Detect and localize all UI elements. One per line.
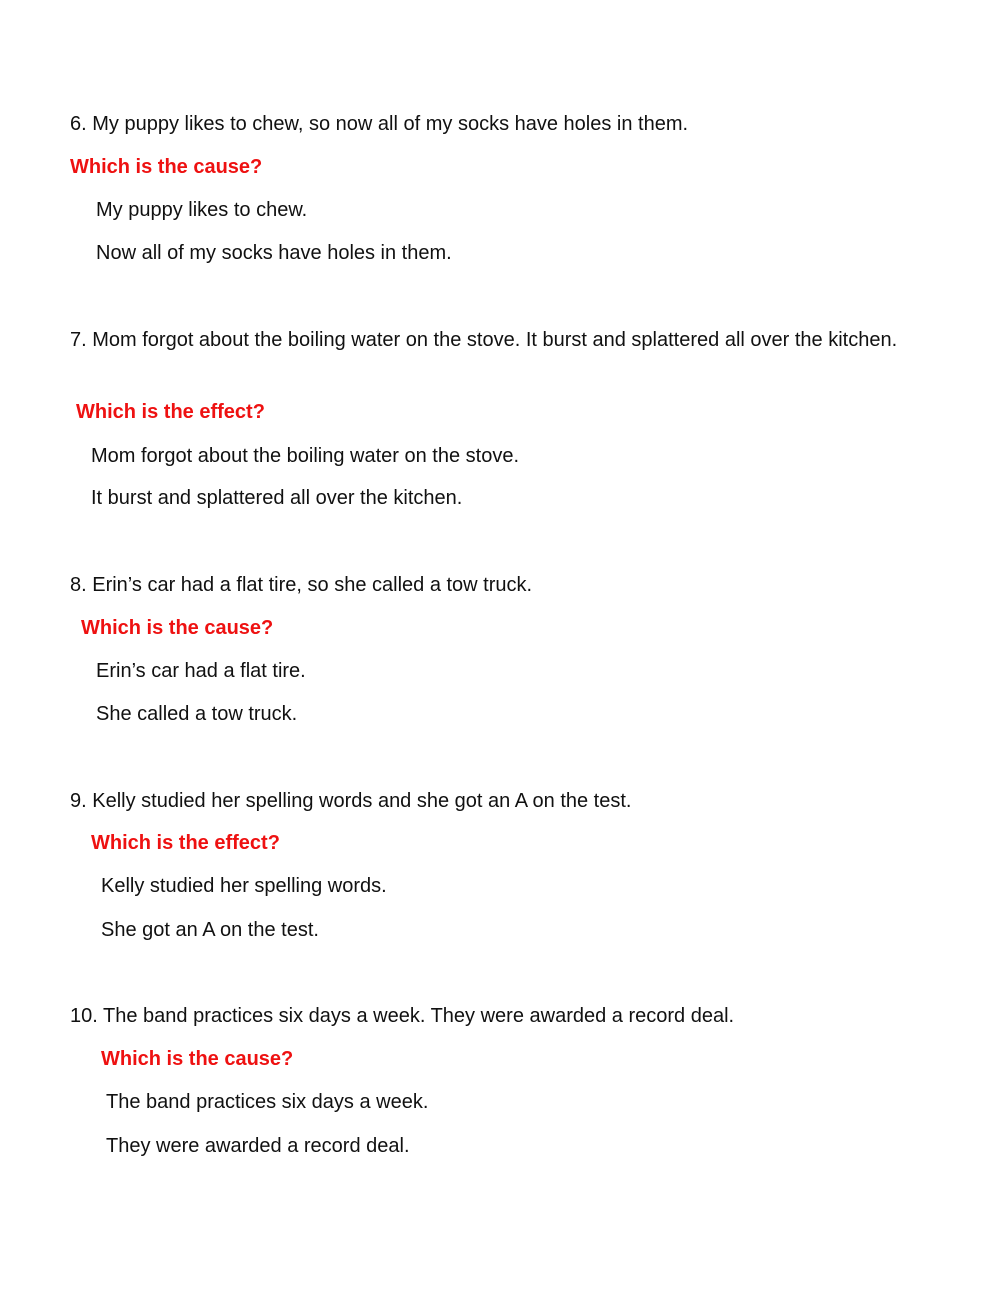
- question-8-prompt: Which is the cause?: [81, 617, 274, 639]
- question-10-option-1[interactable]: The band practices six days a week.: [106, 1091, 429, 1113]
- question-8-option-2[interactable]: She called a tow truck.: [96, 703, 298, 725]
- question-7-option-2[interactable]: It burst and splattered all over the kitchen.: [91, 487, 463, 509]
- question-6-option-2[interactable]: Now all of my socks have holes in them.: [96, 242, 452, 264]
- question-6-prompt: Which is the cause?: [70, 156, 263, 178]
- question-7-option-1[interactable]: Mom forgot about the boiling water on the stove.: [91, 445, 520, 467]
- question-9-option-2[interactable]: She got an A on the test.: [101, 919, 319, 941]
- question-10-statement: 10. The band practices six days a week. They were awarded a record deal.: [70, 1005, 735, 1027]
- question-10-prompt: Which is the cause?: [101, 1048, 294, 1070]
- question-7-prompt: Which is the effect?: [76, 401, 265, 423]
- question-7-statement: 7. Mom forgot about the boiling water on the stove. It burst and splattered all over the kitchen.: [70, 329, 898, 351]
- question-6-statement: 6. My puppy likes to chew, so now all of my socks have holes in them.: [70, 113, 689, 135]
- question-9-option-1[interactable]: Kelly studied her spelling words.: [101, 875, 387, 897]
- question-9-prompt: Which is the effect?: [91, 832, 280, 854]
- question-8-statement: 8. Erin’s car had a flat tire, so she called a tow truck.: [70, 574, 533, 596]
- question-6-option-1[interactable]: My puppy likes to chew.: [96, 199, 308, 221]
- question-8-option-1[interactable]: Erin’s car had a flat tire.: [96, 660, 306, 682]
- question-9-statement: 9. Kelly studied her spelling words and she got an A on the test.: [70, 790, 632, 812]
- question-10-option-2[interactable]: They were awarded a record deal.: [106, 1135, 410, 1157]
